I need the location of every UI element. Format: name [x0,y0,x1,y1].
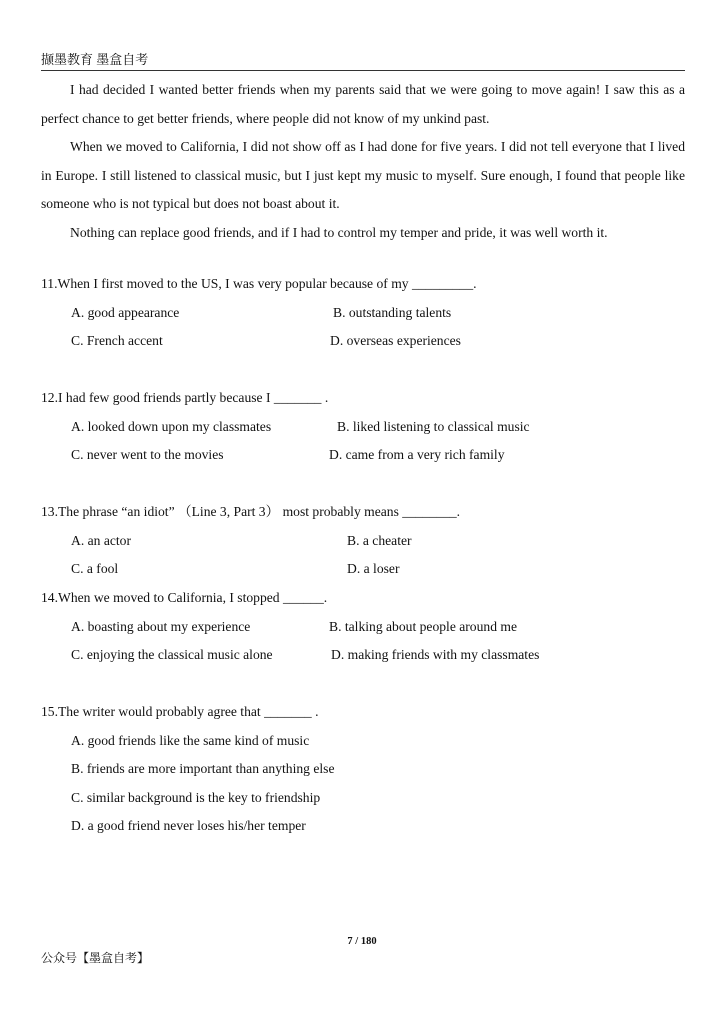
question-stem: 11.When I first moved to the US, I was very popular because of my _________. [41,276,477,291]
option-b: B. talking about people around me [329,618,518,634]
option-a: A. boasting about my experience [71,618,251,634]
option-c: C. similar background is the key to friendship [71,789,321,805]
question-stem: 13.The phrase “an idiot” （Line 3, Part 3） most probably means ________. [41,504,461,519]
question-14 [41,584,701,670]
option-b: B. outstanding talents [333,304,452,320]
option-c: C. never went to the movies [71,447,224,462]
question-stem: 14.When we moved to California, I stopped ______. [41,590,328,605]
option-b: B. liked listening to classical music [337,418,530,434]
question-12 [41,384,701,470]
question-11 [41,270,701,356]
page-footer: 公众号【墨盒自考】 [41,951,150,965]
option-c: C. enjoying the classical music alone [71,647,273,662]
option-d: D. a loser [347,561,400,576]
question-stem: 12.I had few good friends partly because I _______ . [41,390,329,405]
option-d: D. a good friend never loses his/her temper [71,818,306,833]
question-13 [41,498,701,584]
option-d: D. making friends with my classmates [331,647,540,662]
passage-paragraph: When we moved to California, I did not show off as I had done for five years. I did not tell everyone that I lived in Europe. I still listened to classical music, but I just kept my music to myself. Sure enough, I found that people like someone who is not typical but does not boast about it. [41,139,685,211]
page-number: 7 / 180 [347,936,377,947]
option-a: A. an actor [71,532,132,548]
reading-passage [41,76,685,247]
option-b: B. a cheater [347,532,412,548]
option-b: B. friends are more important than anything else [71,761,335,776]
option-a: A. good appearance [71,304,180,320]
question-15 [41,698,701,841]
option-a: A. good friends like the same kind of music [71,732,310,748]
passage-paragraph: Nothing can replace good friends, and if I had to control my temper and pride, it was well worth it. [70,224,608,240]
option-c: C. French accent [71,333,163,348]
passage-paragraph: I had decided I wanted better friends when my parents said that we were going to move again! I saw this as a perfect chance to get better friends, where people did not know of my unkind past. [41,82,685,126]
option-d: D. overseas experiences [330,333,461,348]
question-stem: 15.The writer would probably agree that _______ . [41,704,319,719]
page-header: 撷墨教育 墨盒自考 [41,52,685,71]
option-a: A. looked down upon my classmates [71,418,272,434]
option-d: D. came from a very rich family [329,447,505,462]
option-c: C. a fool [71,561,119,576]
